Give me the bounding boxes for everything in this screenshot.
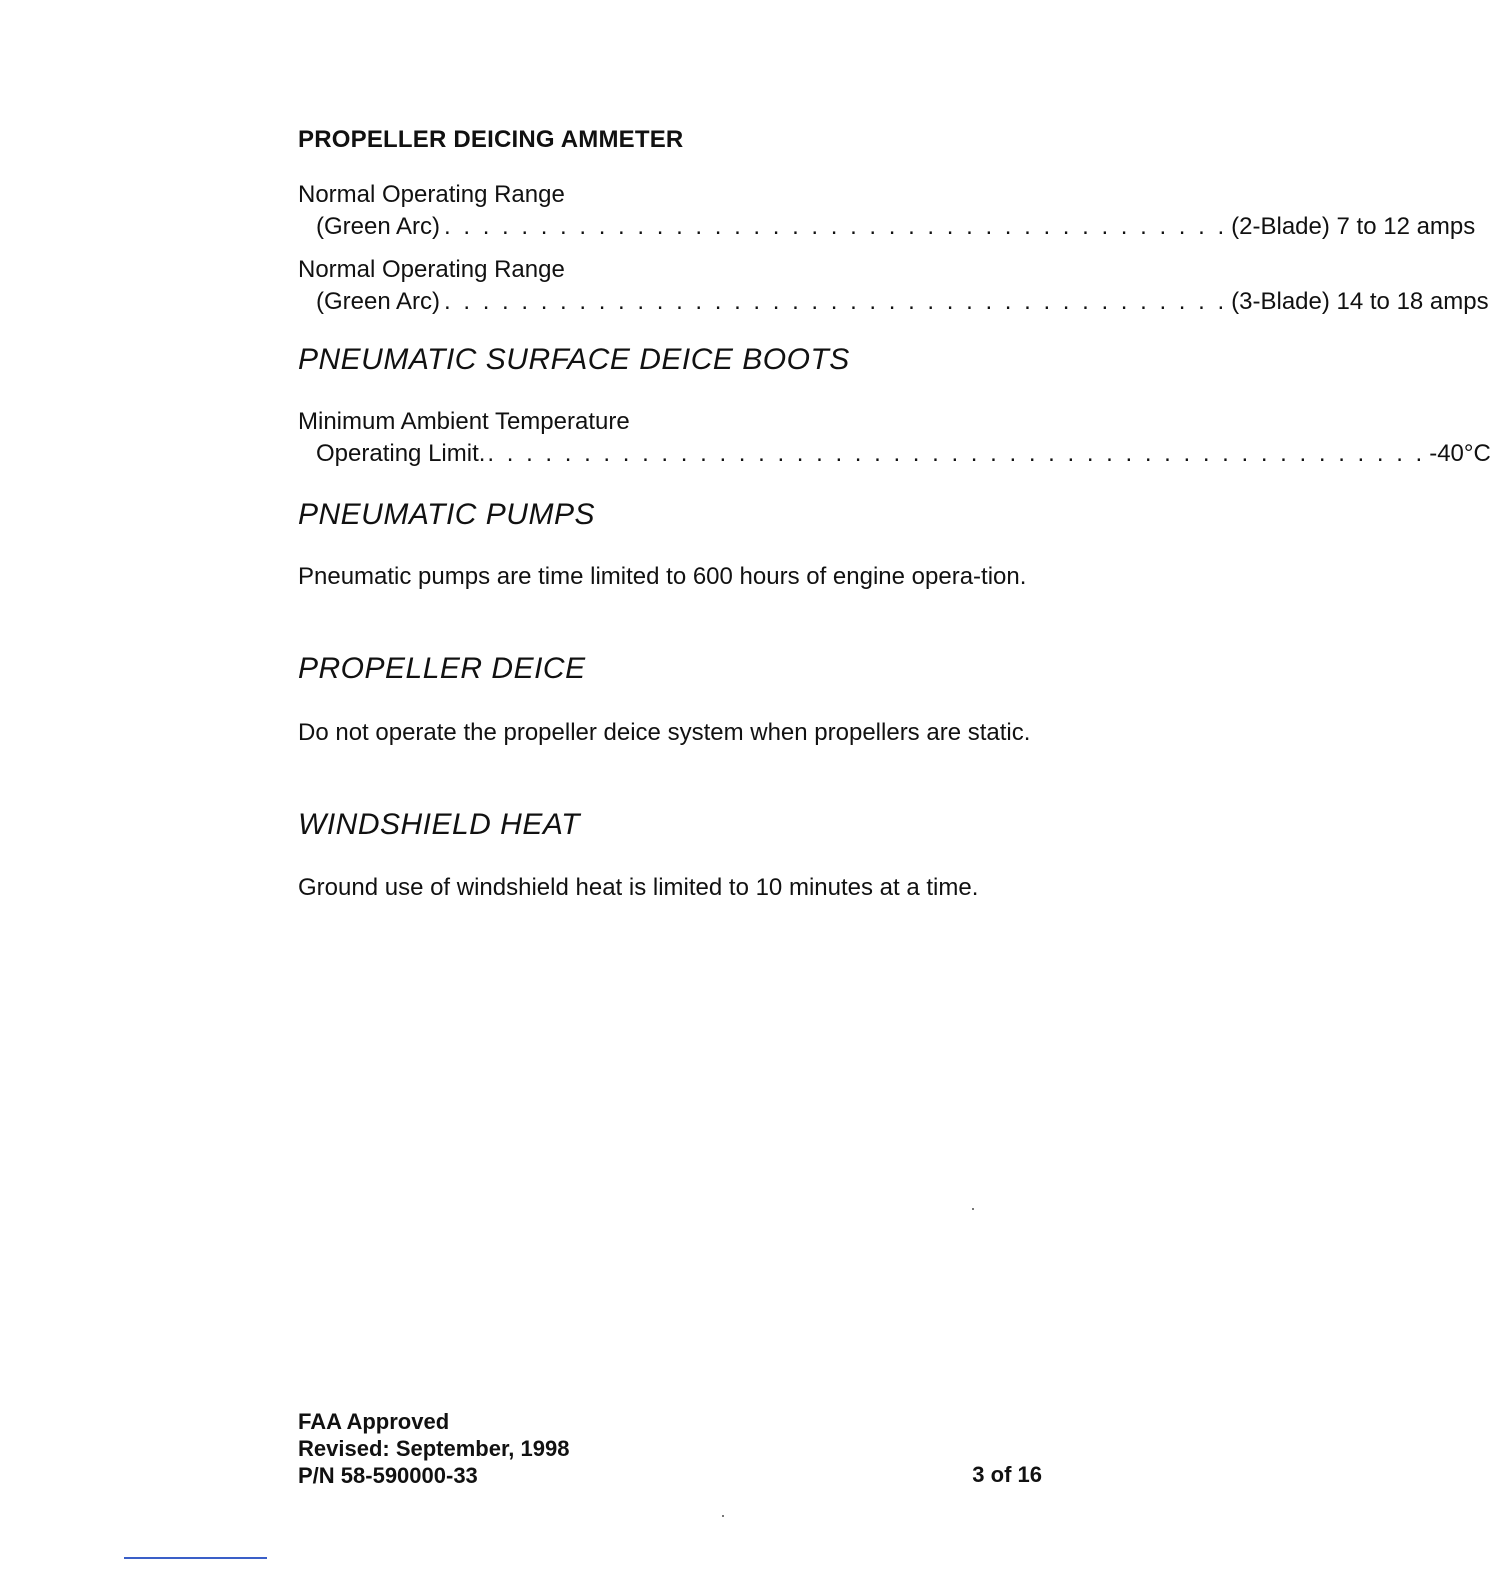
dot-leader: . . . . . . . . . . . . . . . . . . . . . . . . . . . . . . . . . . . . . . . . . xyxy=(444,288,1228,315)
spec-row xyxy=(298,438,1491,470)
prop-deice-text: Do not operate the propeller deice system when propellers are static. xyxy=(298,719,1031,746)
part-number: P/N 58-590000-33 xyxy=(298,1463,478,1488)
spec-row xyxy=(298,286,1489,318)
spec-row xyxy=(298,211,1476,243)
spec-heading: Normal Operating Range xyxy=(298,181,565,208)
page-number: 3 of 16 xyxy=(972,1462,1042,1487)
ammeter-spec-2 xyxy=(298,254,1489,318)
revision-date: Revised: September, 1998 xyxy=(298,1436,570,1461)
ammeter-spec-1 xyxy=(298,179,1476,243)
scan-speck xyxy=(722,1515,724,1517)
pumps-text: Pneumatic pumps are time limited to 600 hours of engine opera-tion. xyxy=(298,563,1027,590)
spec-value: -40°C xyxy=(1429,440,1491,467)
pumps-title: PNEUMATIC PUMPS xyxy=(298,498,595,531)
spec-heading: Minimum Ambient Temperature xyxy=(298,408,630,435)
spec-label: (Green Arc) xyxy=(316,213,441,240)
scan-edge-line xyxy=(124,1557,267,1559)
boots-spec xyxy=(298,406,1491,470)
spec-value: (3-Blade) 14 to 18 amps xyxy=(1231,288,1489,315)
ammeter-title: PROPELLER DEICING AMMETER xyxy=(298,126,684,153)
document-page xyxy=(298,0,1491,1584)
windshield-text: Ground use of windshield heat is limited to 10 minutes at a time. xyxy=(298,874,979,901)
boots-title: PNEUMATIC SURFACE DEICE BOOTS xyxy=(298,343,850,376)
prop-deice-title: PROPELLER DEICE xyxy=(298,652,586,685)
dot-leader: . . . . . . . . . . . . . . . . . . . . . . . . . . . . . . . . . . . . . . . . . . . . . . . . . xyxy=(487,440,1426,467)
dot-leader: . . . . . . . . . . . . . . . . . . . . . . . . . . . . . . . . . . . . . . . . . xyxy=(444,213,1228,240)
spec-label: Operating Limit. xyxy=(316,440,486,467)
windshield-title: WINDSHIELD HEAT xyxy=(298,808,580,841)
footer-block xyxy=(298,1408,569,1489)
spec-heading: Normal Operating Range xyxy=(298,256,565,283)
spec-value: (2-Blade) 7 to 12 amps xyxy=(1231,213,1476,240)
spec-label: (Green Arc) xyxy=(316,288,441,315)
scan-speck xyxy=(972,1208,974,1210)
approval-label: FAA Approved xyxy=(298,1409,450,1434)
